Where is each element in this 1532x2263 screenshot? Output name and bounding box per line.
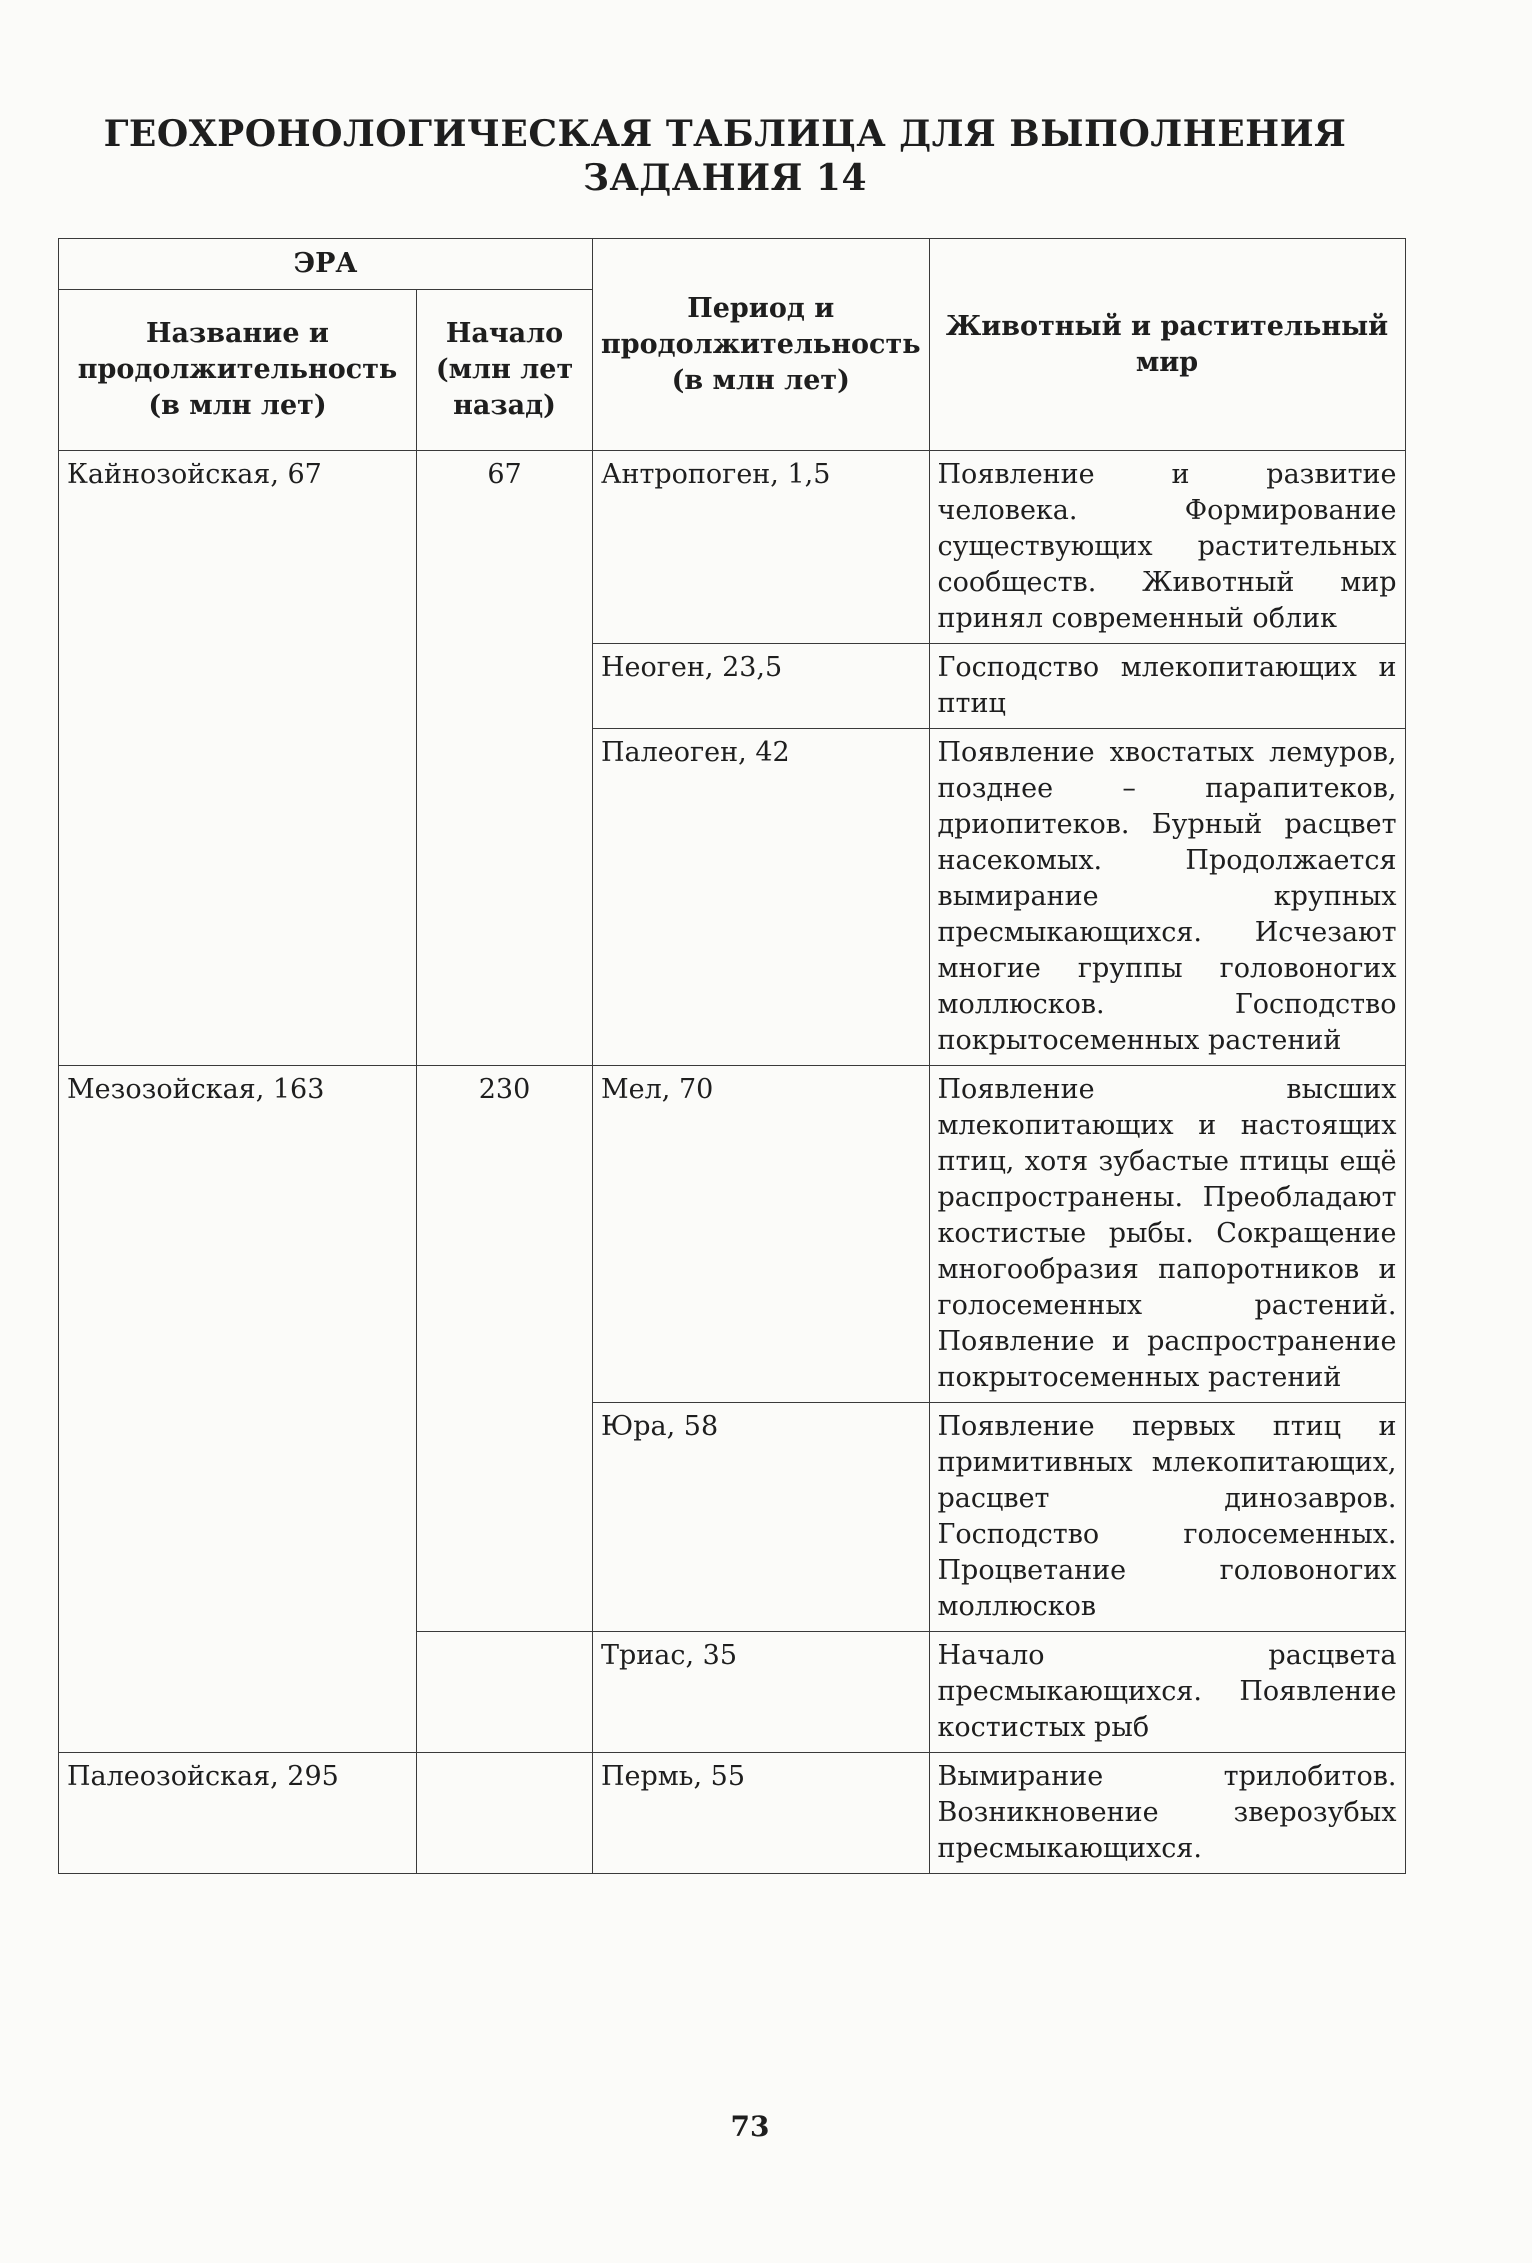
empty-start-cell xyxy=(417,1632,593,1753)
page-title xyxy=(0,112,1450,200)
table-row xyxy=(59,451,1406,644)
era-name-cell: Палеозойская, 295 xyxy=(59,1753,417,1874)
fauna-cell: Появление высших млекопитающих и настоящих птиц, хотя зубастые птицы ещё распространены. Преобладают костистые рыбы. Сокращение многообразия папоротников и голосеменных растений. Появление и распространение покрытосеменных растений xyxy=(929,1066,1405,1403)
era-header: ЭРА xyxy=(59,239,593,290)
fauna-cell: Появление хвостатых лемуров, позднее – парапитеков, дриопитеков. Бурный расцвет насекомых. Продолжается вымирание крупных пресмыкающихся. Исчезают многие группы головоногих моллюсков. Господство покрытосеменных растений xyxy=(929,729,1405,1066)
era-name-header: Название и продолжительность (в млн лет) xyxy=(59,290,417,451)
era-start-cell: 230 xyxy=(417,1066,593,1632)
fauna-cell: Вымирание трилобитов. Возникновение зверозубых пресмыкающихся. xyxy=(929,1753,1405,1874)
era-name-cell: Кайнозойская, 67 xyxy=(59,451,417,1066)
period-cell: Неоген, 23,5 xyxy=(593,644,930,729)
page-number: 73 xyxy=(730,2110,770,2143)
period-cell: Юра, 58 xyxy=(593,1403,930,1632)
period-cell: Антропоген, 1,5 xyxy=(593,451,930,644)
geochronological-table xyxy=(58,238,1406,1874)
era-start-cell xyxy=(417,1753,593,1874)
period-cell: Триас, 35 xyxy=(593,1632,930,1753)
period-cell: Мел, 70 xyxy=(593,1066,930,1403)
era-name-cell: Мезозойская, 163 xyxy=(59,1066,417,1753)
fauna-header: Животный и растительный мир xyxy=(929,239,1405,451)
fauna-cell: Появление и развитие человека. Формирование существующих растительных сообществ. Животный мир принял современный облик xyxy=(929,451,1405,644)
period-header: Период и продолжительность (в млн лет) xyxy=(593,239,930,451)
fauna-cell: Господство млекопитающих и птиц xyxy=(929,644,1405,729)
title-line-2: ЗАДАНИЯ 14 xyxy=(582,157,868,199)
era-start-cell: 67 xyxy=(417,451,593,1066)
table-row xyxy=(59,1753,1406,1874)
title-line-1: ГЕОХРОНОЛОГИЧЕСКАЯ ТАБЛИЦА ДЛЯ ВЫПОЛНЕНИЯ xyxy=(103,113,1347,155)
period-cell: Палеоген, 42 xyxy=(593,729,930,1066)
table-row xyxy=(59,1066,1406,1403)
period-cell: Пермь, 55 xyxy=(593,1753,930,1874)
fauna-cell: Появление первых птиц и примитивных млекопитающих, расцвет динозавров. Господство голосеменных. Процветание головоногих моллюсков xyxy=(929,1403,1405,1632)
era-start-header: Начало (млн лет назад) xyxy=(417,290,593,451)
fauna-cell: Начало расцвета пресмыкающихся. Появление костистых рыб xyxy=(929,1632,1405,1753)
